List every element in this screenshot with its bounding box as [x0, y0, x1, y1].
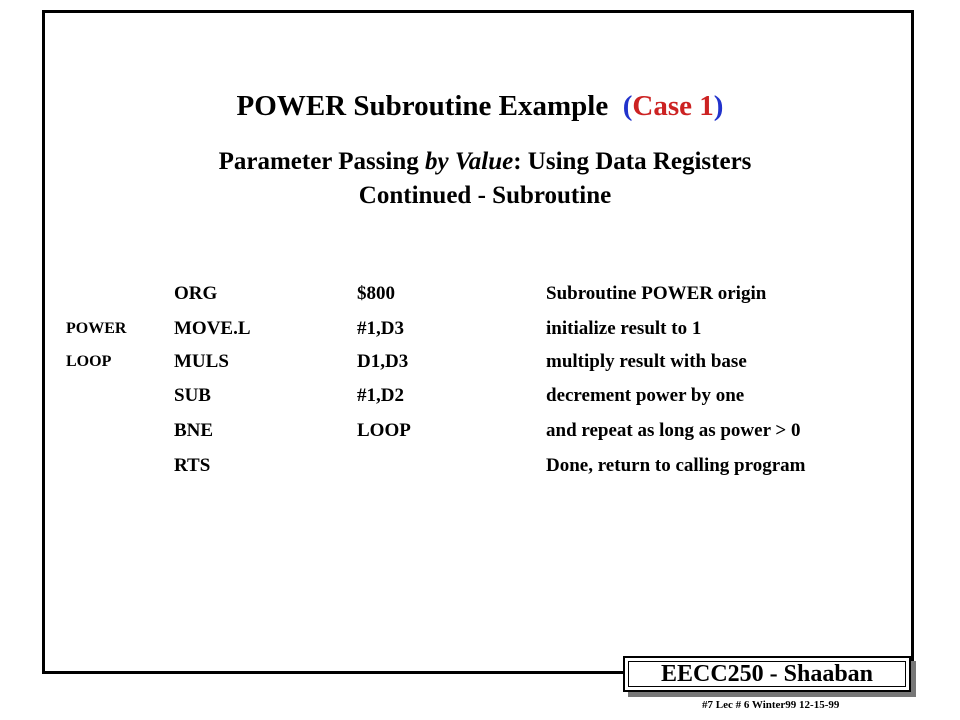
code-operand: #1,D2 [357, 385, 404, 406]
code-opcode: MOVE.L [174, 318, 251, 339]
subtitle-line-2: Continued - Subroutine [358, 182, 612, 209]
code-comment: Done, return to calling program [546, 455, 806, 476]
code-row [0, 451, 960, 481]
code-opcode: ORG [174, 283, 218, 304]
slide-info: #7 Lec # 6 Winter99 12-15-99 [702, 699, 840, 711]
code-row [0, 416, 960, 446]
code-operand: #1,D3 [357, 318, 404, 339]
code-row [0, 314, 960, 344]
code-operand: LOOP [357, 420, 411, 441]
code-opcode: SUB [174, 385, 211, 406]
subtitle-italic: by Value [425, 148, 514, 175]
code-row [0, 347, 960, 377]
code-comment: Subroutine POWER origin [546, 283, 767, 304]
code-label: POWER [66, 320, 127, 337]
code-opcode: RTS [174, 455, 211, 476]
title-paren-open: ( [622, 90, 633, 122]
code-comment: multiply result with base [546, 351, 747, 372]
code-row [0, 279, 960, 309]
subtitle-part2: : Using Data Registers [513, 148, 752, 175]
subtitle-part1: Parameter Passing [218, 148, 426, 175]
code-operand: D1,D3 [357, 351, 409, 372]
title-paren-close: ) [713, 90, 724, 122]
title-case: Case 1 [632, 90, 714, 122]
course-badge [623, 656, 911, 692]
code-opcode: MULS [174, 351, 229, 372]
subtitle-line-1 [0, 145, 960, 179]
code-row [0, 381, 960, 411]
slide-title [0, 88, 960, 124]
code-label: LOOP [66, 353, 112, 370]
slide-subtitle [0, 145, 960, 213]
code-comment: initialize result to 1 [546, 318, 702, 339]
title-main: POWER Subroutine Example [236, 90, 609, 122]
code-operand: $800 [357, 283, 395, 304]
code-opcode: BNE [174, 420, 214, 441]
code-comment: decrement power by one [546, 385, 745, 406]
course-label: EECC250 - Shaaban [660, 661, 874, 687]
code-comment: and repeat as long as power > 0 [546, 420, 801, 441]
